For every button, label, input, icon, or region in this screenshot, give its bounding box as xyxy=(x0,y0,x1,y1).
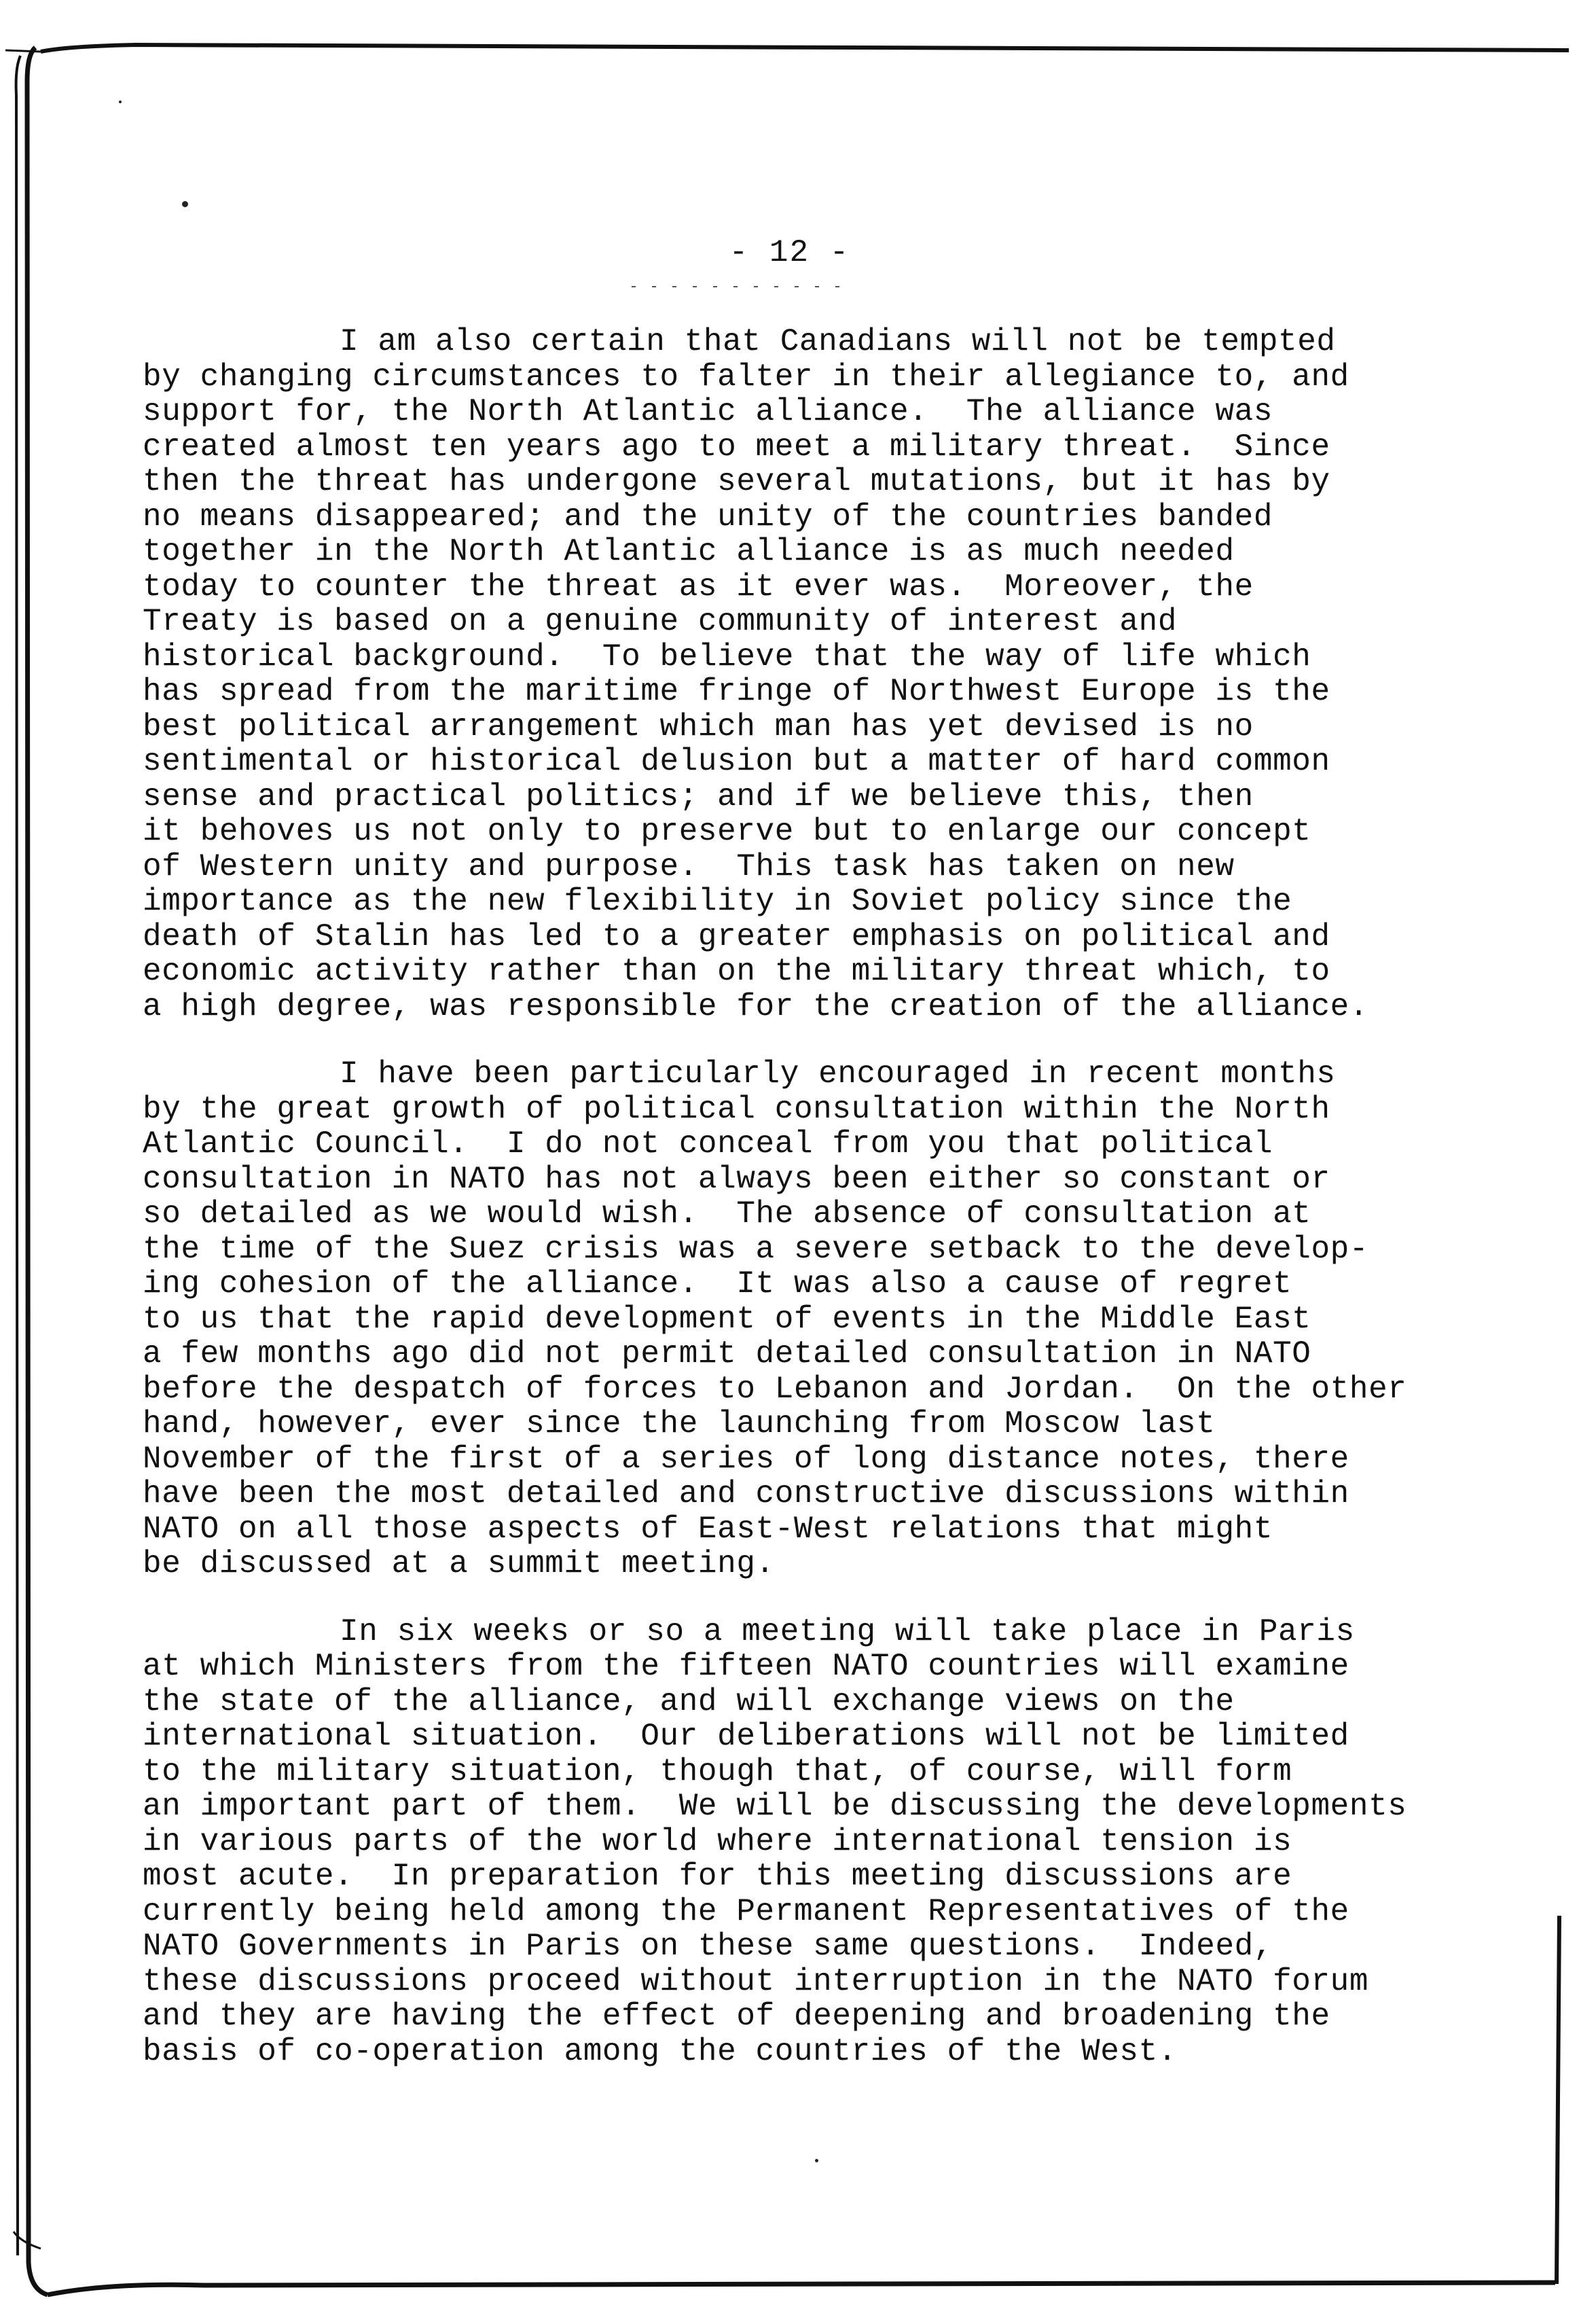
text-line: importance as the new flexibility in Soviet policy since the xyxy=(143,884,1292,919)
text-line: to us that the rapid development of events in the Middle East xyxy=(143,1301,1311,1337)
text-line: together in the North Atlantic alliance is as much needed xyxy=(143,534,1235,569)
text-line: economic activity rather than on the military threat which, to xyxy=(143,954,1330,989)
paragraph-paris-meeting xyxy=(143,1615,1494,2070)
text-line: has spread from the maritime fringe of Northwest Europe is the xyxy=(143,674,1330,709)
text-line: these discussions proceed without interruption in the NATO forum xyxy=(143,1963,1369,1999)
text-line: at which Ministers from the fifteen NATO countries will examine xyxy=(143,1649,1349,1684)
text-line: I have been particularly encouraged in recent months xyxy=(340,1056,1336,1092)
text-line: created almost ten years ago to meet a military threat. Since xyxy=(143,429,1330,465)
text-line: death of Stalin has led to a greater emphasis on political and xyxy=(143,918,1330,954)
letter-body xyxy=(143,325,1494,2102)
text-line: NATO Governments in Paris on these same questions. Indeed, xyxy=(143,1929,1273,1964)
text-line: today to counter the threat as it ever was. Moreover, the xyxy=(143,569,1254,605)
text-line: it behoves us not only to preserve but to enlarge our concept xyxy=(143,814,1311,849)
text-line: an important part of them. We will be discussing the developments xyxy=(143,1789,1407,1824)
text-line: so detailed as we would wish. The absence of consultation at xyxy=(143,1196,1311,1232)
text-line: by the great growth of political consultation within the North xyxy=(143,1091,1330,1127)
text-line: sense and practical politics; and if we believe this, then xyxy=(143,779,1254,815)
text-line: a high degree, was responsible for the creation of the alliance. xyxy=(143,988,1369,1024)
text-line: a few months ago did not permit detailed consultation in NATO xyxy=(143,1336,1311,1372)
paragraph-canadian-allegiance xyxy=(143,325,1494,1024)
ink-speck xyxy=(119,101,122,103)
text-line: then the threat has undergone several mutations, but it has by xyxy=(143,464,1330,499)
text-line: best political arrangement which man has yet devised is no xyxy=(143,709,1254,745)
text-line: November of the first of a series of long distance notes, there xyxy=(143,1441,1349,1477)
text-line: hand, however, ever since the launching from Moscow last xyxy=(143,1406,1216,1442)
text-line: and they are having the effect of deepening and broadening the xyxy=(143,1999,1330,2034)
text-line: of Western unity and purpose. This task has taken on new xyxy=(143,848,1235,884)
text-line: ing cohesion of the alliance. It was also a cause of regret xyxy=(143,1266,1292,1302)
text-line: sentimental or historical delusion but a matter of hard common xyxy=(143,744,1330,779)
text-line: to the military situation, though that, of course, will form xyxy=(143,1753,1292,1789)
text-line: be discussed at a summit meeting. xyxy=(143,1546,775,1581)
text-line: basis of co-operation among the countries of the West. xyxy=(143,2033,1178,2069)
text-line: historical background. To believe that the way of life which xyxy=(143,639,1311,675)
text-line: in various parts of the world where international tension is xyxy=(143,1823,1292,1859)
text-line: no means disappeared; and the unity of the countries banded xyxy=(143,499,1273,535)
text-line: have been the most detailed and constructive discussions within xyxy=(143,1476,1349,1512)
text-line: the time of the Suez crisis was a severe setback to the develop- xyxy=(143,1231,1369,1267)
text-line: Atlantic Council. I do not conceal from you that political xyxy=(143,1126,1273,1162)
text-line: consultation in NATO has not always been either so constant or xyxy=(143,1161,1330,1197)
text-line: before the despatch of forces to Lebanon and Jordan. On the other xyxy=(143,1371,1407,1407)
text-line: support for, the North Atlantic alliance. The alliance was xyxy=(143,394,1273,429)
text-line: In six weeks or so a meeting will take place in Paris xyxy=(340,1613,1355,1649)
text-line: I am also certain that Canadians will not be tempted xyxy=(340,324,1336,359)
ink-speck xyxy=(182,201,188,207)
text-line: the state of the alliance, and will exchange views on the xyxy=(143,1683,1235,1719)
paragraph-political-consultation xyxy=(143,1057,1494,1582)
ink-speck xyxy=(815,2159,818,2162)
text-line: by changing circumstances to falter in their allegiance to, and xyxy=(143,359,1349,395)
text-line: currently being held among the Permanent Representatives of the xyxy=(143,1893,1349,1929)
text-line: NATO on all those aspects of East-West relations that might xyxy=(143,1511,1273,1547)
text-line: international situation. Our deliberations will not be limited xyxy=(143,1719,1349,1754)
page-number: - 12 - xyxy=(729,235,850,270)
text-line: most acute. In preparation for this meeting discussions are xyxy=(143,1859,1292,1894)
text-line: Treaty is based on a genuine community of interest and xyxy=(143,604,1178,639)
